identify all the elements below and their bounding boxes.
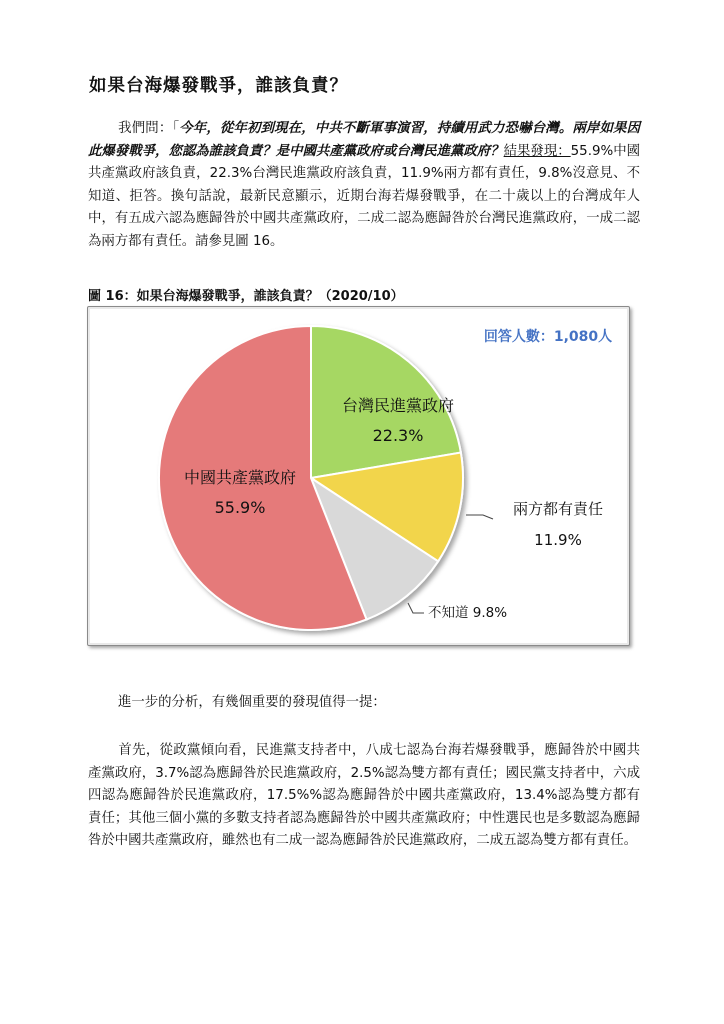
slice-label-both: 兩方都有責任 xyxy=(512,500,604,518)
leader-line-unknown xyxy=(408,603,424,613)
survey-question: 今年，從年初到現在，中共不斷軍事演習，持續用武力恐嚇台灣。兩岸如果因此爆發戰爭，您認為誰該負責？是中國共產黨政府或台灣民進黨政府？ xyxy=(88,121,640,159)
pie-chart xyxy=(88,307,631,647)
pie-chart-frame xyxy=(87,306,630,646)
leader-line-both xyxy=(466,515,493,519)
analysis-paragraph xyxy=(88,740,640,853)
results-text: 55.9%中國共產黨政府該負責，22.3%台灣民進黨政府該負責，11.9%兩方都有責任，9.8%沒意見、不知道、拒答。換句話說，最新民意顯示，近期台海若爆發戰爭，在二十歲以上的台灣成年人中，有五成六認為應歸咎於中國共產黨政府，二成二認為應歸咎於台灣民進黨政府，一成二認為兩方都有責任。請參見圖 16。 xyxy=(88,143,641,249)
slice-label-dpp: 台灣民進黨政府 xyxy=(341,396,455,415)
page-title: 如果台海爆發戰爭，誰該負責？ xyxy=(89,76,348,96)
slice-value-both: 11.9% xyxy=(534,531,582,549)
analysis-text: 首先，從政黨傾向看，民進黨支持者中，八成七認為台海若爆發戰爭，應歸咎於中國共產黨政府，3.7%認為應歸咎於民進黨政府，2.5%認為雙方都有責任；國民黨支持者中，六成四認為應歸咎於民進黨政府，17.5%%認為應歸咎於中國共產黨政府，13.4%認為雙方都有責任；其他三個小黨的多數支持者認為應歸咎於中國共產黨政府；中性選民也是多數認為應歸咎於中國共產黨政府，雖然也有二成一認為應歸咎於民進黨政府，二成五認為雙方都有責任。 xyxy=(88,743,640,848)
respondents-count: 回答人數：1,080人 xyxy=(483,329,613,345)
slice-label-unknown: 不知道 9.8% xyxy=(428,605,508,621)
analysis-intro-text: 進一步的分析，有幾個重要的發現值得一提： xyxy=(118,695,386,710)
slice-value-dpp: 22.3% xyxy=(372,426,424,445)
intro-lead: 我們問：「 xyxy=(118,121,180,136)
results-label: 結果發現： xyxy=(503,143,571,159)
analysis-intro xyxy=(88,692,640,715)
slice-value-ccp: 55.9% xyxy=(214,498,266,517)
intro-paragraph xyxy=(88,118,640,253)
slice-label-ccp: 中國共產黨政府 xyxy=(183,468,297,487)
figure-caption: 圖 16：如果台海爆發戰爭，誰該負責？（2020/10） xyxy=(88,289,404,304)
